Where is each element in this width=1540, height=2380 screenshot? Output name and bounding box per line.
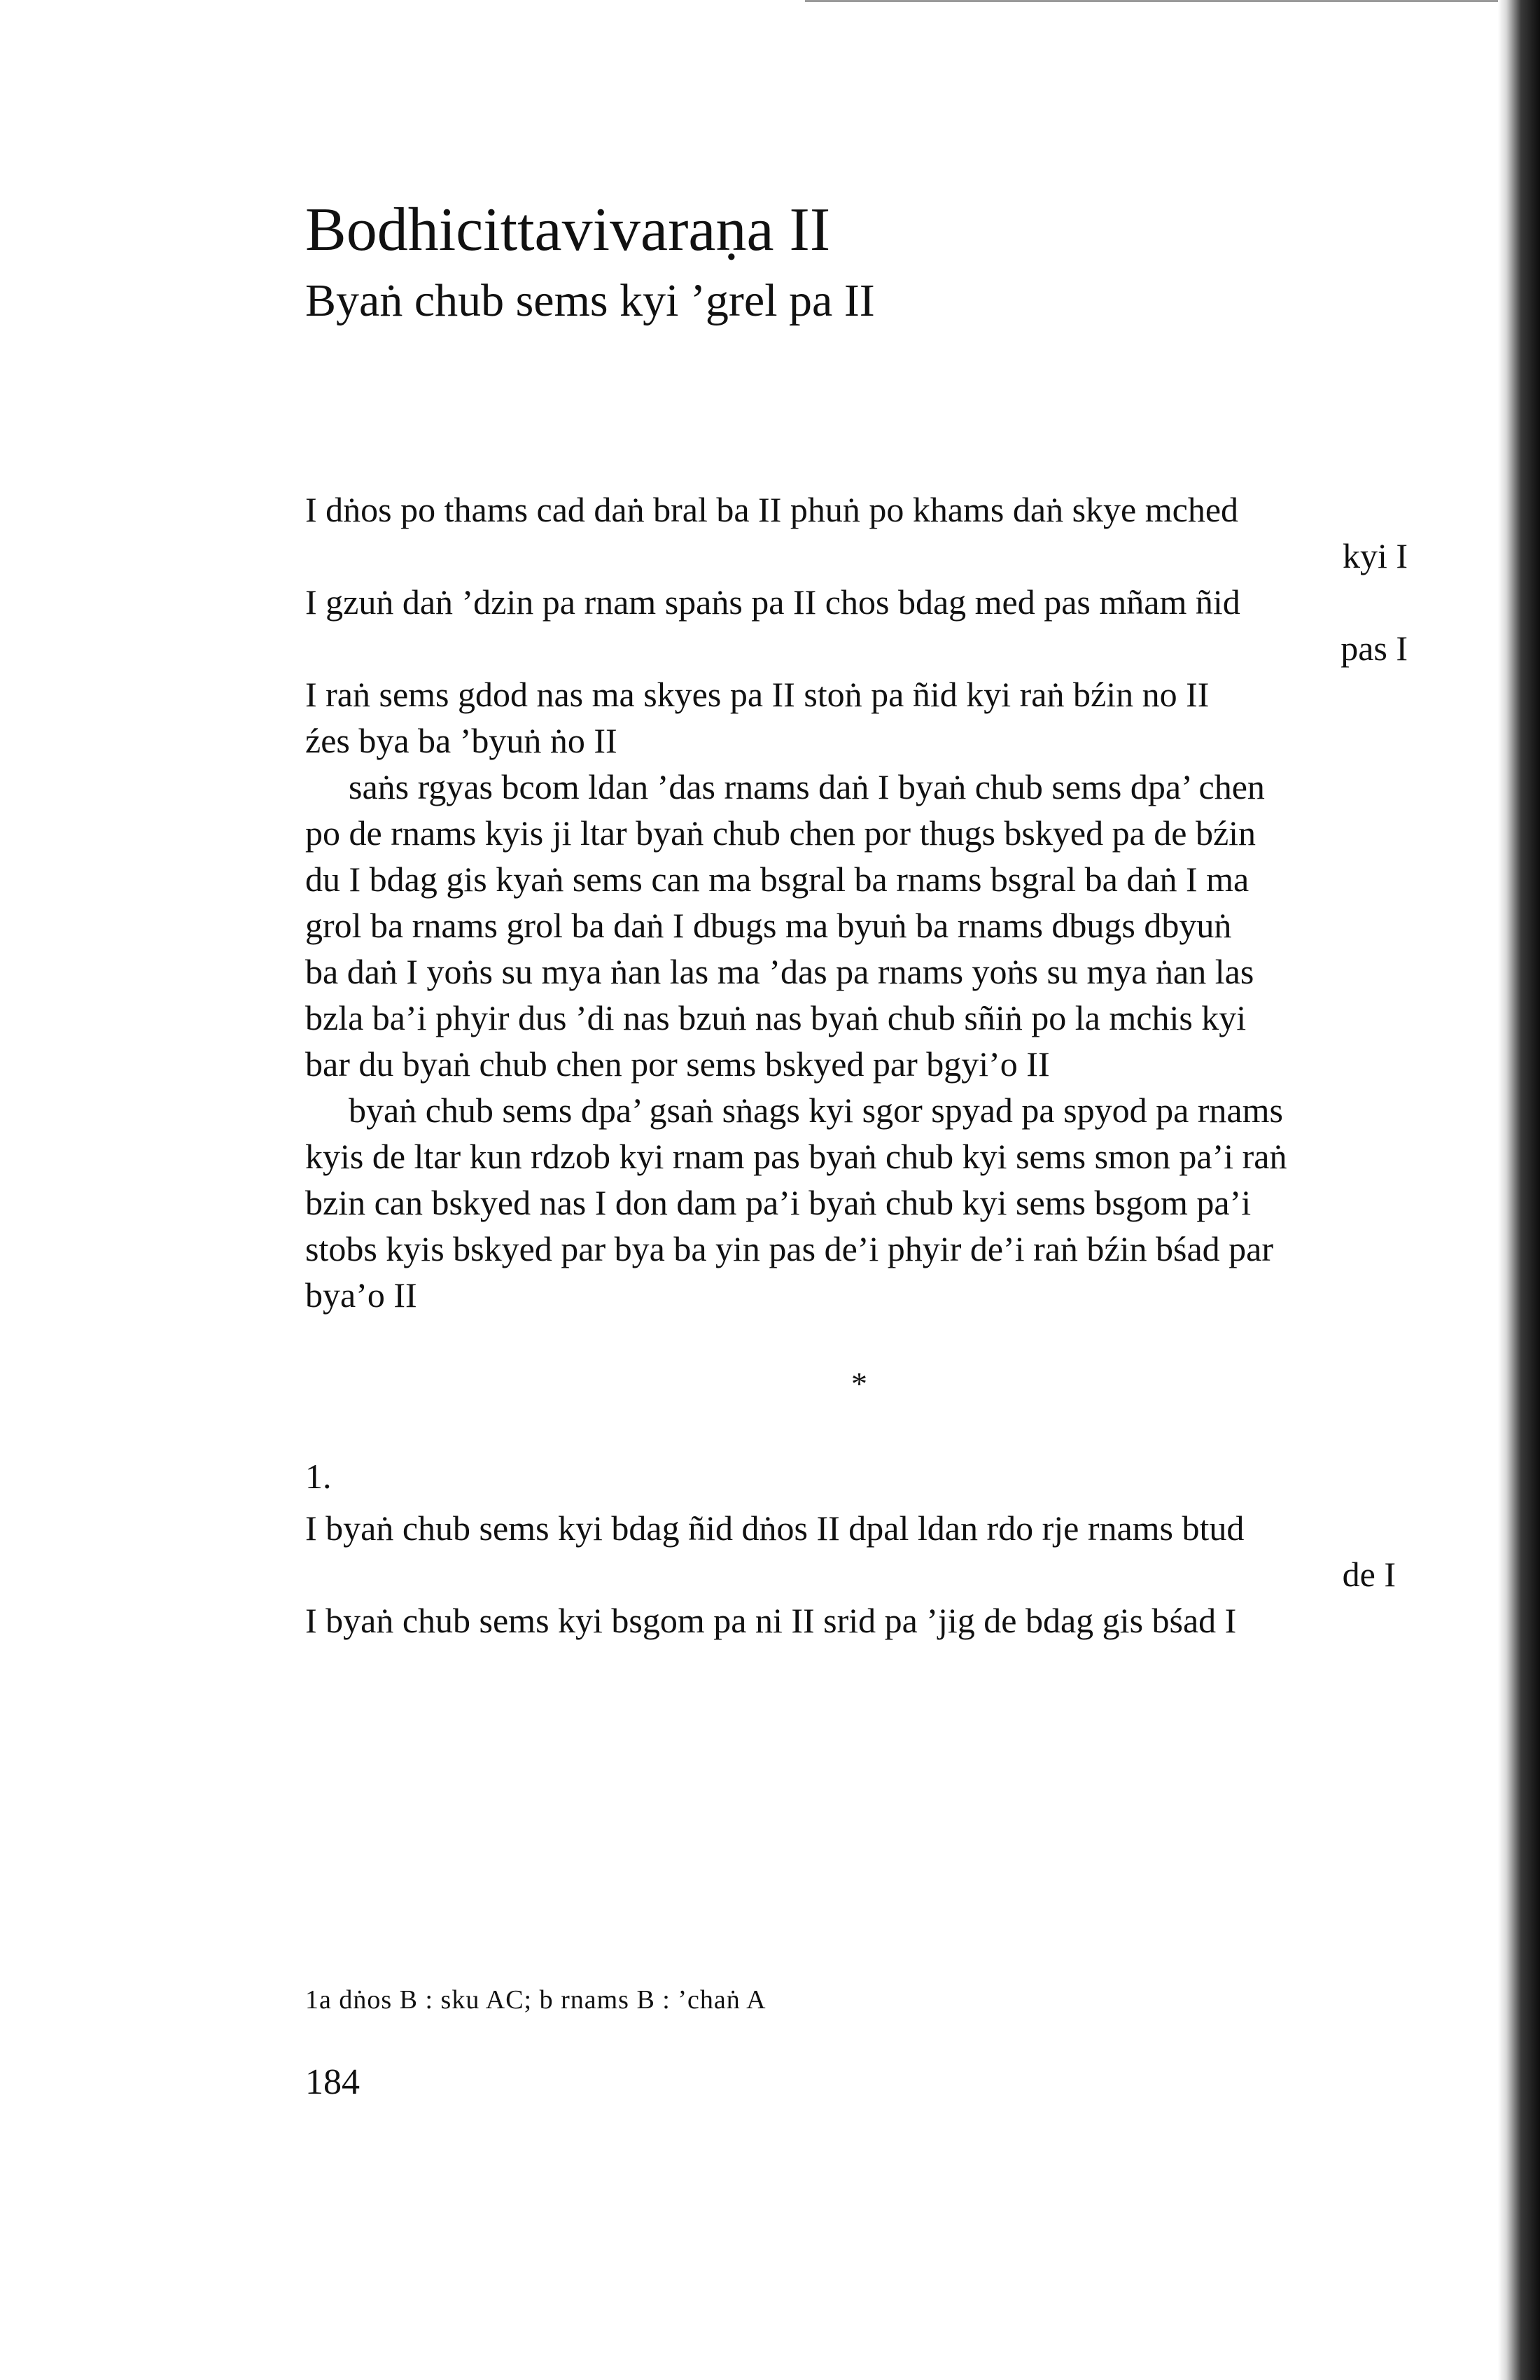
paragraph-line: po de rnams kyis ji ltar byaṅ chub chen por thugs bskyed pa de bźin [305, 813, 1256, 853]
verse-line: I byaṅ chub sems kyi bdag ñid dṅos II dpal ldan rdo rje rnams btud [305, 1508, 1245, 1548]
paragraph-line: saṅs rgyas bcom ldan ’das rnams daṅ I byaṅ chub sems dpa’ chen [349, 767, 1265, 806]
verse-line-continuation: de I [1342, 1555, 1396, 1594]
prose-paragraph-1 [305, 764, 1425, 1087]
scan-binding-shadow [1498, 0, 1540, 2380]
paragraph-line: du I bdag gis kyaṅ sems can ma bsgral ba rnams bsgral ba daṅ I ma [305, 860, 1250, 899]
page-title: Bodhicittavivaraṇa II [305, 196, 831, 264]
paragraph-line: kyis de ltar kun rdzob kyi rnam pas byaṅ chub kyi sems smon pa’i raṅ [305, 1137, 1287, 1176]
intro-verse [305, 486, 1425, 764]
intro-verse-line: I dṅos po thams cad daṅ bral ba II phuṅ po khams daṅ skye mched [305, 490, 1239, 529]
verse-line: I byaṅ chub sems kyi bsgom pa ni II srid pa ’jig de bdag gis bśad I [305, 1601, 1237, 1640]
paragraph-line: bar du byaṅ chub chen por sems bskyed par bgyi’o II [305, 1044, 1050, 1084]
verse-1 [305, 1505, 1425, 1644]
intro-verse-line-continuation: pas I [1340, 629, 1408, 668]
paragraph-line: bya’o II [305, 1275, 417, 1315]
intro-verse-line-continuation: kyi I [1342, 536, 1408, 575]
paragraph-line: bzla ba’i phyir dus ’di nas bzuṅ nas byaṅ chub sñiṅ po la mchis kyi [305, 998, 1247, 1037]
scan-top-edge [805, 0, 1498, 2]
verse-number: 1. [305, 1457, 332, 1496]
page-number: 184 [305, 2062, 360, 2102]
paragraph-line: ba daṅ I yoṅs su mya ṅan las ma ’das pa rnams yoṅs su mya ṅan las [305, 952, 1254, 991]
paragraph-line: grol ba rnams grol ba daṅ I dbugs ma byuṅ ba rnams dbugs dbyuṅ [305, 906, 1232, 945]
intro-verse-line: źes bya ba ’byuṅ ṅo II [305, 721, 617, 760]
intro-verse-line: I gzuṅ daṅ ’dzin pa rnam spaṅs pa II chos bdag med pas mñam ñid [305, 582, 1240, 622]
intro-verse-line: I raṅ sems gdod nas ma skyes pa II stoṅ pa ñid kyi raṅ bźin no II [305, 675, 1210, 714]
paragraph-line: bzin can bskyed nas I don dam pa’i byaṅ chub kyi sems bsgom pa’i [305, 1183, 1252, 1222]
section-separator: * [851, 1366, 867, 1401]
footnote: 1a dṅos B : sku AC; b rnams B : ’chaṅ A [305, 1985, 766, 2015]
prose-paragraph-2 [305, 1087, 1425, 1318]
paragraph-line: stobs kyis bskyed par bya ba yin pas de’i phyir de’i raṅ bźin bśad par [305, 1229, 1274, 1268]
page-subtitle: Byaṅ chub sems kyi ’grel pa II [305, 275, 875, 326]
paragraph-line: byaṅ chub sems dpa’ gsaṅ sṅags kyi sgor spyad pa spyod pa rnams [349, 1091, 1283, 1130]
